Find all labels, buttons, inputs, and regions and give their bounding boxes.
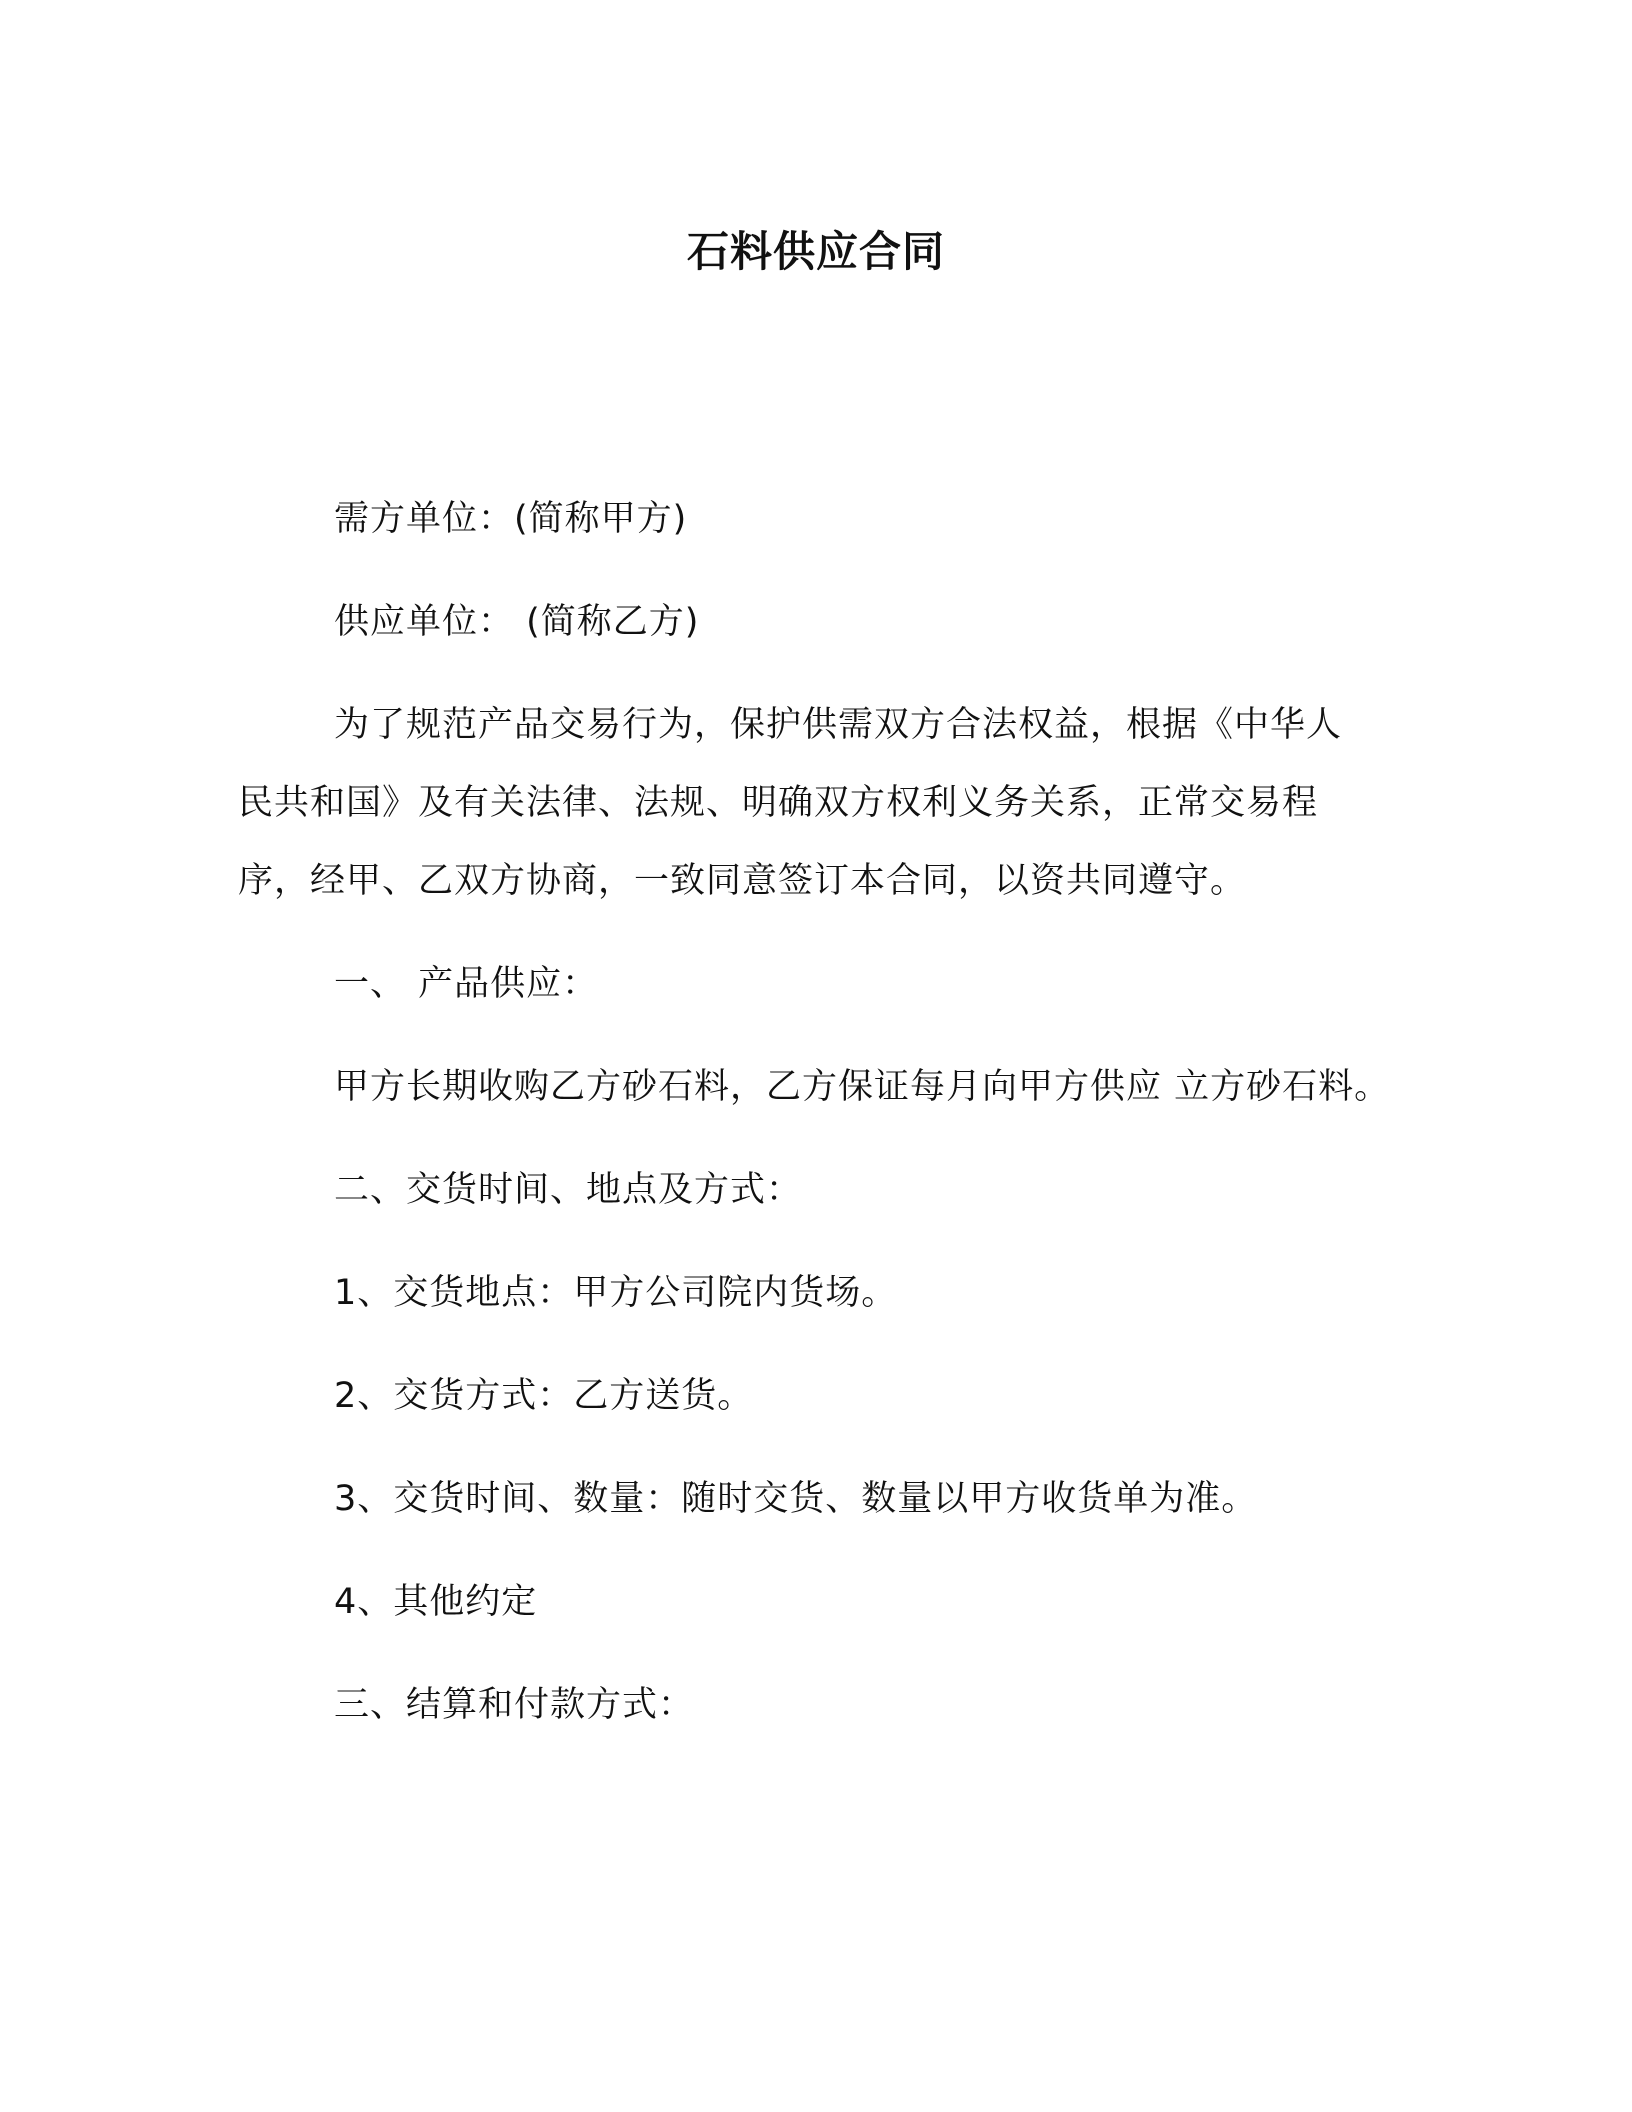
section2-item-1: 1、交货地点：甲方公司院内货场。 (334, 1273, 898, 1313)
section1-text: 甲方长期收购乙方砂石料，乙方保证每月向甲方供应 立方砂石料。 (334, 1067, 1391, 1107)
party-a-line: 需方单位：(简称甲方) (334, 499, 688, 539)
section1-heading: 一、 产品供应： (334, 964, 599, 1004)
section2-item-2: 2、交货方式：乙方送货。 (334, 1376, 754, 1416)
section2-item-4: 4、其他约定 (334, 1582, 538, 1622)
party-b-line: 供应单位： (简称乙方) (334, 602, 700, 642)
section3-heading: 三、结算和付款方式： (334, 1685, 695, 1725)
section2-heading: 二、交货时间、地点及方式： (334, 1170, 803, 1210)
section2-item-3: 3、交货时间、数量：随时交货、数量以甲方收货单为准。 (334, 1479, 1258, 1519)
preamble-line-2: 民共和国》及有关法律、法规、明确双方权利义务关系，正常交易程 (238, 783, 1319, 823)
document-title: 石料供应合同 (686, 227, 945, 276)
preamble-line-1: 为了规范产品交易行为，保护供需双方合法权益，根据《中华人 (334, 705, 1343, 745)
preamble-line-3: 序，经甲、乙双方协商，一致同意签订本合同，以资共同遵守。 (238, 861, 1247, 901)
